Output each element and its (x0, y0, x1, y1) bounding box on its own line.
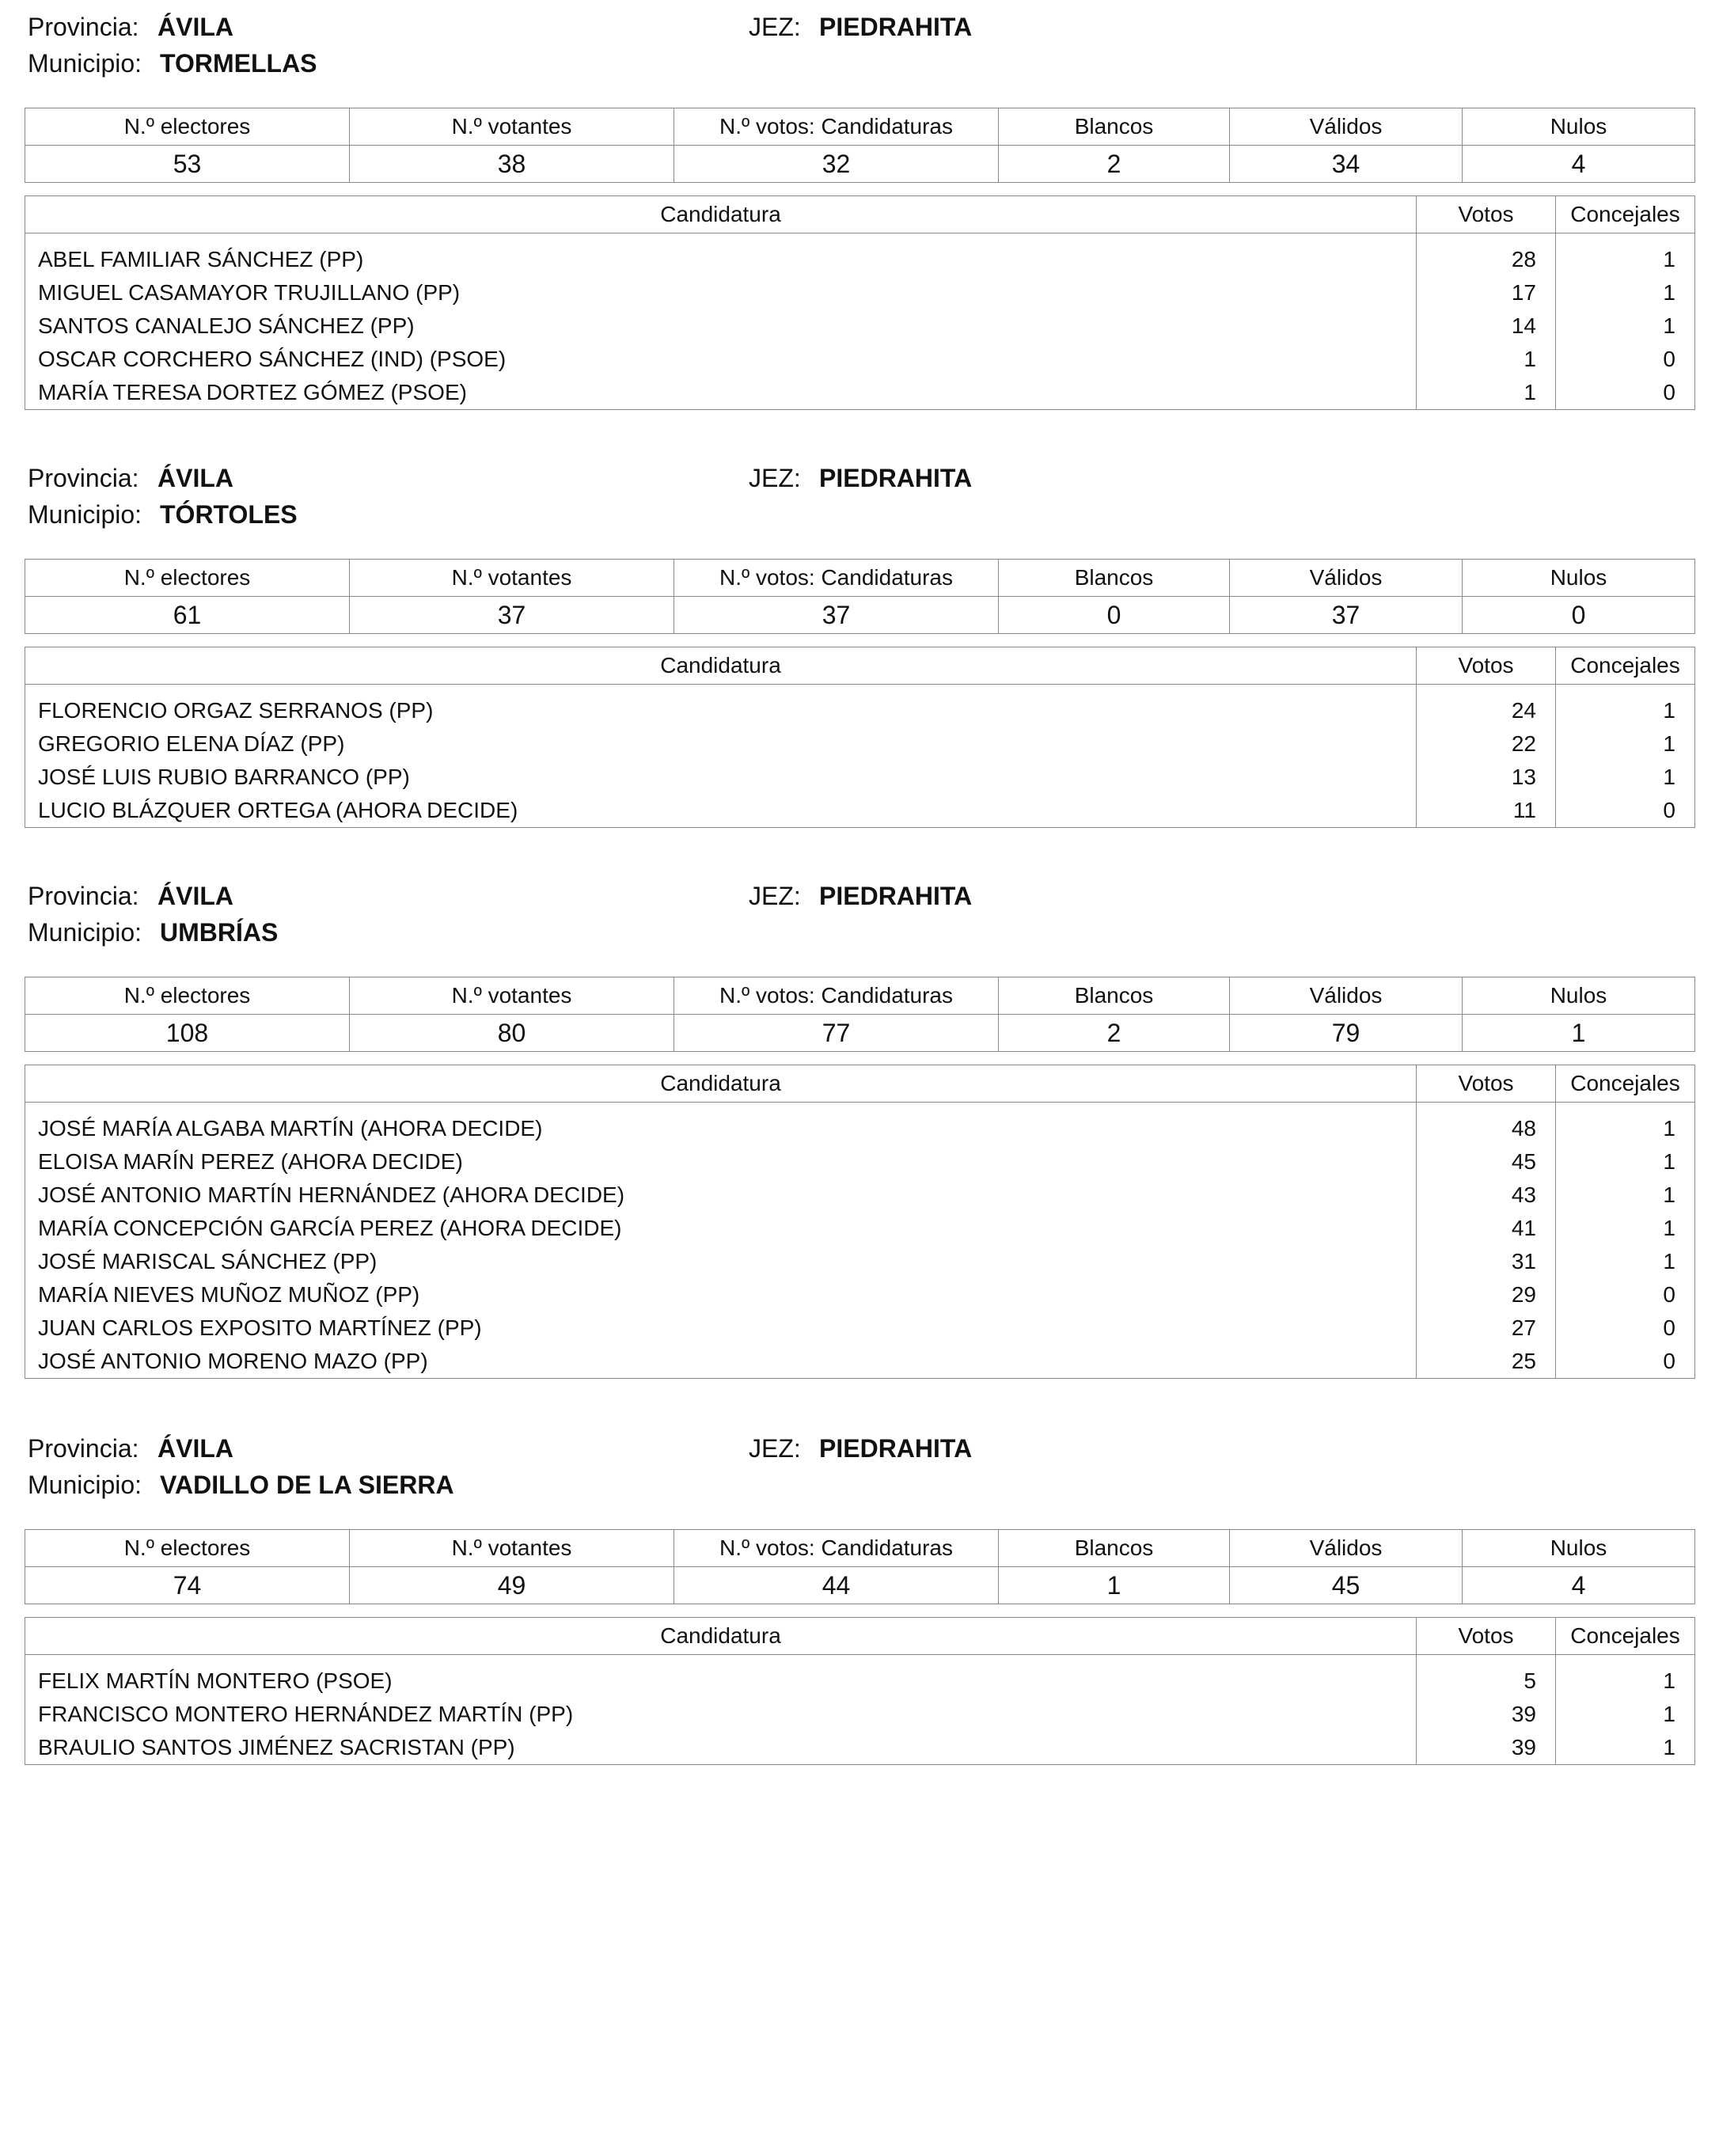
candidatura-header: Candidatura (25, 196, 1417, 233)
candidate-concejales: 0 (1556, 1311, 1695, 1345)
candidate-name: FELIX MARTÍN MONTERO (PSOE) (25, 1664, 1417, 1698)
candidate-votos: 13 (1417, 761, 1556, 794)
jez-value: PIEDRAHITA (819, 13, 973, 41)
candidate-row (25, 1664, 1695, 1698)
municipio-header (25, 0, 1694, 87)
candidate-votos: 17 (1417, 276, 1556, 309)
nulos-value: 1 (1463, 1015, 1695, 1052)
nulos-value: 4 (1463, 146, 1695, 183)
jez-label: JEZ: (749, 464, 801, 492)
candidate-votos: 41 (1417, 1212, 1556, 1245)
municipio-header (25, 1422, 1694, 1509)
candidate-concejales: 0 (1556, 343, 1695, 376)
validos-header: Válidos (1230, 977, 1463, 1015)
jez-value: PIEDRAHITA (819, 464, 973, 492)
votos-candidaturas-header: N.º votos: Candidaturas (674, 977, 999, 1015)
candidate-row (25, 794, 1695, 828)
candidate-votos: 28 (1417, 243, 1556, 276)
candidatura-header: Candidatura (25, 1065, 1417, 1103)
candidate-row (25, 727, 1695, 761)
candidate-concejales: 0 (1556, 1278, 1695, 1311)
candidate-concejales: 0 (1556, 376, 1695, 410)
concejales-header: Concejales (1556, 1065, 1695, 1103)
candidate-name: JOSÉ ANTONIO MORENO MAZO (PP) (25, 1345, 1417, 1379)
candidate-concejales: 1 (1556, 1112, 1695, 1145)
votos-candidaturas-value: 32 (674, 146, 999, 183)
candidate-row (25, 343, 1695, 376)
nulos-value: 4 (1463, 1567, 1695, 1604)
jez-value: PIEDRAHITA (819, 882, 973, 910)
candidate-concejales: 1 (1556, 1731, 1695, 1765)
votos-header: Votos (1417, 1618, 1556, 1655)
candidates-table (25, 195, 1695, 410)
candidate-name: MARÍA TERESA DORTEZ GÓMEZ (PSOE) (25, 376, 1417, 410)
municipio-block (25, 869, 1694, 1379)
candidate-concejales: 1 (1556, 1179, 1695, 1212)
candidate-concejales: 1 (1556, 276, 1695, 309)
candidate-name: JOSÉ MARÍA ALGABA MARTÍN (AHORA DECIDE) (25, 1112, 1417, 1145)
candidatura-header: Candidatura (25, 1618, 1417, 1655)
candidate-row (25, 309, 1695, 343)
blancos-header: Blancos (999, 977, 1230, 1015)
candidate-concejales: 0 (1556, 794, 1695, 828)
candidate-concejales: 1 (1556, 1698, 1695, 1731)
municipio-label: Municipio: (28, 918, 142, 947)
candidates-table (25, 1617, 1695, 1765)
electores-value: 74 (25, 1567, 350, 1604)
provincia-value: ÁVILA (157, 13, 233, 41)
candidate-votos: 39 (1417, 1731, 1556, 1765)
concejales-header: Concejales (1556, 196, 1695, 233)
provincia-label: Provincia: (28, 1434, 139, 1463)
votantes-value: 37 (350, 597, 674, 634)
votos-candidaturas-value: 44 (674, 1567, 999, 1604)
validos-header: Válidos (1230, 108, 1463, 146)
blancos-value: 2 (999, 1015, 1230, 1052)
validos-value: 37 (1230, 597, 1463, 634)
votantes-header: N.º votantes (350, 560, 674, 597)
municipio-label: Municipio: (28, 1471, 142, 1499)
votos-header: Votos (1417, 1065, 1556, 1103)
candidate-name: LUCIO BLÁZQUER ORTEGA (AHORA DECIDE) (25, 794, 1417, 828)
nulos-header: Nulos (1463, 1530, 1695, 1567)
electores-header: N.º electores (25, 977, 350, 1015)
candidate-votos: 1 (1417, 343, 1556, 376)
candidate-name: OSCAR CORCHERO SÁNCHEZ (IND) (PSOE) (25, 343, 1417, 376)
concejales-header: Concejales (1556, 1618, 1695, 1655)
candidate-row (25, 1145, 1695, 1179)
municipio-label: Municipio: (28, 500, 142, 529)
candidatura-header: Candidatura (25, 647, 1417, 685)
candidate-name: BRAULIO SANTOS JIMÉNEZ SACRISTAN (PP) (25, 1731, 1417, 1765)
candidate-votos: 11 (1417, 794, 1556, 828)
electores-value: 108 (25, 1015, 350, 1052)
candidate-votos: 22 (1417, 727, 1556, 761)
votantes-value: 49 (350, 1567, 674, 1604)
votos-candidaturas-header: N.º votos: Candidaturas (674, 560, 999, 597)
votos-header: Votos (1417, 196, 1556, 233)
candidate-row (25, 243, 1695, 276)
provincia-label: Provincia: (28, 13, 139, 41)
municipio-block (25, 451, 1694, 828)
candidate-votos: 5 (1417, 1664, 1556, 1698)
candidate-name: MARÍA NIEVES MUÑOZ MUÑOZ (PP) (25, 1278, 1417, 1311)
electores-header: N.º electores (25, 108, 350, 146)
municipio-header (25, 451, 1694, 538)
blancos-value: 0 (999, 597, 1230, 634)
municipio-block (25, 1422, 1694, 1765)
candidate-votos: 14 (1417, 309, 1556, 343)
candidate-name: SANTOS CANALEJO SÁNCHEZ (PP) (25, 309, 1417, 343)
candidate-votos: 48 (1417, 1112, 1556, 1145)
blancos-header: Blancos (999, 1530, 1230, 1567)
municipio-label: Municipio: (28, 49, 142, 78)
blancos-header: Blancos (999, 108, 1230, 146)
candidate-name: FRANCISCO MONTERO HERNÁNDEZ MARTÍN (PP) (25, 1698, 1417, 1731)
validos-value: 34 (1230, 146, 1463, 183)
stats-table (25, 559, 1695, 634)
candidate-name: GREGORIO ELENA DÍAZ (PP) (25, 727, 1417, 761)
candidate-votos: 31 (1417, 1245, 1556, 1278)
candidate-votos: 43 (1417, 1179, 1556, 1212)
votantes-value: 80 (350, 1015, 674, 1052)
votantes-header: N.º votantes (350, 977, 674, 1015)
municipio-value: UMBRÍAS (160, 918, 279, 947)
electores-value: 53 (25, 146, 350, 183)
validos-header: Válidos (1230, 560, 1463, 597)
nulos-value: 0 (1463, 597, 1695, 634)
provincia-label: Provincia: (28, 464, 139, 492)
nulos-header: Nulos (1463, 977, 1695, 1015)
votos-candidaturas-value: 37 (674, 597, 999, 634)
candidate-row (25, 1245, 1695, 1278)
concejales-header: Concejales (1556, 647, 1695, 685)
candidate-votos: 39 (1417, 1698, 1556, 1731)
candidate-row (25, 1311, 1695, 1345)
candidate-name: ABEL FAMILIAR SÁNCHEZ (PP) (25, 243, 1417, 276)
validos-header: Válidos (1230, 1530, 1463, 1567)
candidate-row (25, 1731, 1695, 1765)
validos-value: 79 (1230, 1015, 1463, 1052)
municipio-block (25, 0, 1694, 410)
stats-table (25, 1529, 1695, 1604)
candidate-name: JOSÉ ANTONIO MARTÍN HERNÁNDEZ (AHORA DECIDE) (25, 1179, 1417, 1212)
candidate-concejales: 1 (1556, 1212, 1695, 1245)
candidate-row (25, 761, 1695, 794)
candidate-name: MARÍA CONCEPCIÓN GARCÍA PEREZ (AHORA DECIDE) (25, 1212, 1417, 1245)
candidate-votos: 45 (1417, 1145, 1556, 1179)
candidate-row (25, 1212, 1695, 1245)
municipio-value: TÓRTOLES (160, 500, 298, 529)
candidate-votos: 27 (1417, 1311, 1556, 1345)
candidate-concejales: 1 (1556, 761, 1695, 794)
candidate-votos: 29 (1417, 1278, 1556, 1311)
votantes-header: N.º votantes (350, 1530, 674, 1567)
candidate-name: ELOISA MARÍN PEREZ (AHORA DECIDE) (25, 1145, 1417, 1179)
candidate-name: JOSÉ LUIS RUBIO BARRANCO (PP) (25, 761, 1417, 794)
candidate-row (25, 276, 1695, 309)
municipio-value: TORMELLAS (160, 49, 317, 78)
provincia-label: Provincia: (28, 882, 139, 910)
votos-candidaturas-header: N.º votos: Candidaturas (674, 108, 999, 146)
votantes-value: 38 (350, 146, 674, 183)
votos-candidaturas-header: N.º votos: Candidaturas (674, 1530, 999, 1567)
candidate-row (25, 1112, 1695, 1145)
blancos-value: 1 (999, 1567, 1230, 1604)
nulos-header: Nulos (1463, 560, 1695, 597)
candidate-concejales: 1 (1556, 243, 1695, 276)
jez-label: JEZ: (749, 1434, 801, 1463)
candidate-concejales: 1 (1556, 309, 1695, 343)
candidate-concejales: 1 (1556, 727, 1695, 761)
blancos-value: 2 (999, 146, 1230, 183)
candidates-table (25, 1065, 1695, 1379)
candidate-row (25, 1345, 1695, 1379)
votos-candidaturas-value: 77 (674, 1015, 999, 1052)
candidate-votos: 1 (1417, 376, 1556, 410)
candidates-table (25, 647, 1695, 828)
municipio-header (25, 869, 1694, 956)
stats-table (25, 977, 1695, 1052)
jez-value: PIEDRAHITA (819, 1434, 973, 1463)
candidate-concejales: 0 (1556, 1345, 1695, 1379)
candidate-name: JUAN CARLOS EXPOSITO MARTÍNEZ (PP) (25, 1311, 1417, 1345)
electores-header: N.º electores (25, 560, 350, 597)
provincia-value: ÁVILA (157, 882, 233, 910)
provincia-value: ÁVILA (157, 1434, 233, 1463)
municipio-value: VADILLO DE LA SIERRA (160, 1471, 454, 1499)
candidate-concejales: 1 (1556, 694, 1695, 727)
provincia-value: ÁVILA (157, 464, 233, 492)
jez-label: JEZ: (749, 13, 801, 41)
electores-value: 61 (25, 597, 350, 634)
votantes-header: N.º votantes (350, 108, 674, 146)
blancos-header: Blancos (999, 560, 1230, 597)
validos-value: 45 (1230, 1567, 1463, 1604)
jez-label: JEZ: (749, 882, 801, 910)
nulos-header: Nulos (1463, 108, 1695, 146)
candidate-votos: 25 (1417, 1345, 1556, 1379)
candidate-name: JOSÉ MARISCAL SÁNCHEZ (PP) (25, 1245, 1417, 1278)
candidate-name: FLORENCIO ORGAZ SERRANOS (PP) (25, 694, 1417, 727)
candidate-row (25, 1698, 1695, 1731)
candidate-concejales: 1 (1556, 1664, 1695, 1698)
candidate-row (25, 376, 1695, 410)
candidate-votos: 24 (1417, 694, 1556, 727)
candidate-row (25, 1179, 1695, 1212)
candidate-row (25, 694, 1695, 727)
stats-table (25, 108, 1695, 183)
electores-header: N.º electores (25, 1530, 350, 1567)
votos-header: Votos (1417, 647, 1556, 685)
candidate-concejales: 1 (1556, 1145, 1695, 1179)
candidate-concejales: 1 (1556, 1245, 1695, 1278)
candidate-row (25, 1278, 1695, 1311)
candidate-name: MIGUEL CASAMAYOR TRUJILLANO (PP) (25, 276, 1417, 309)
